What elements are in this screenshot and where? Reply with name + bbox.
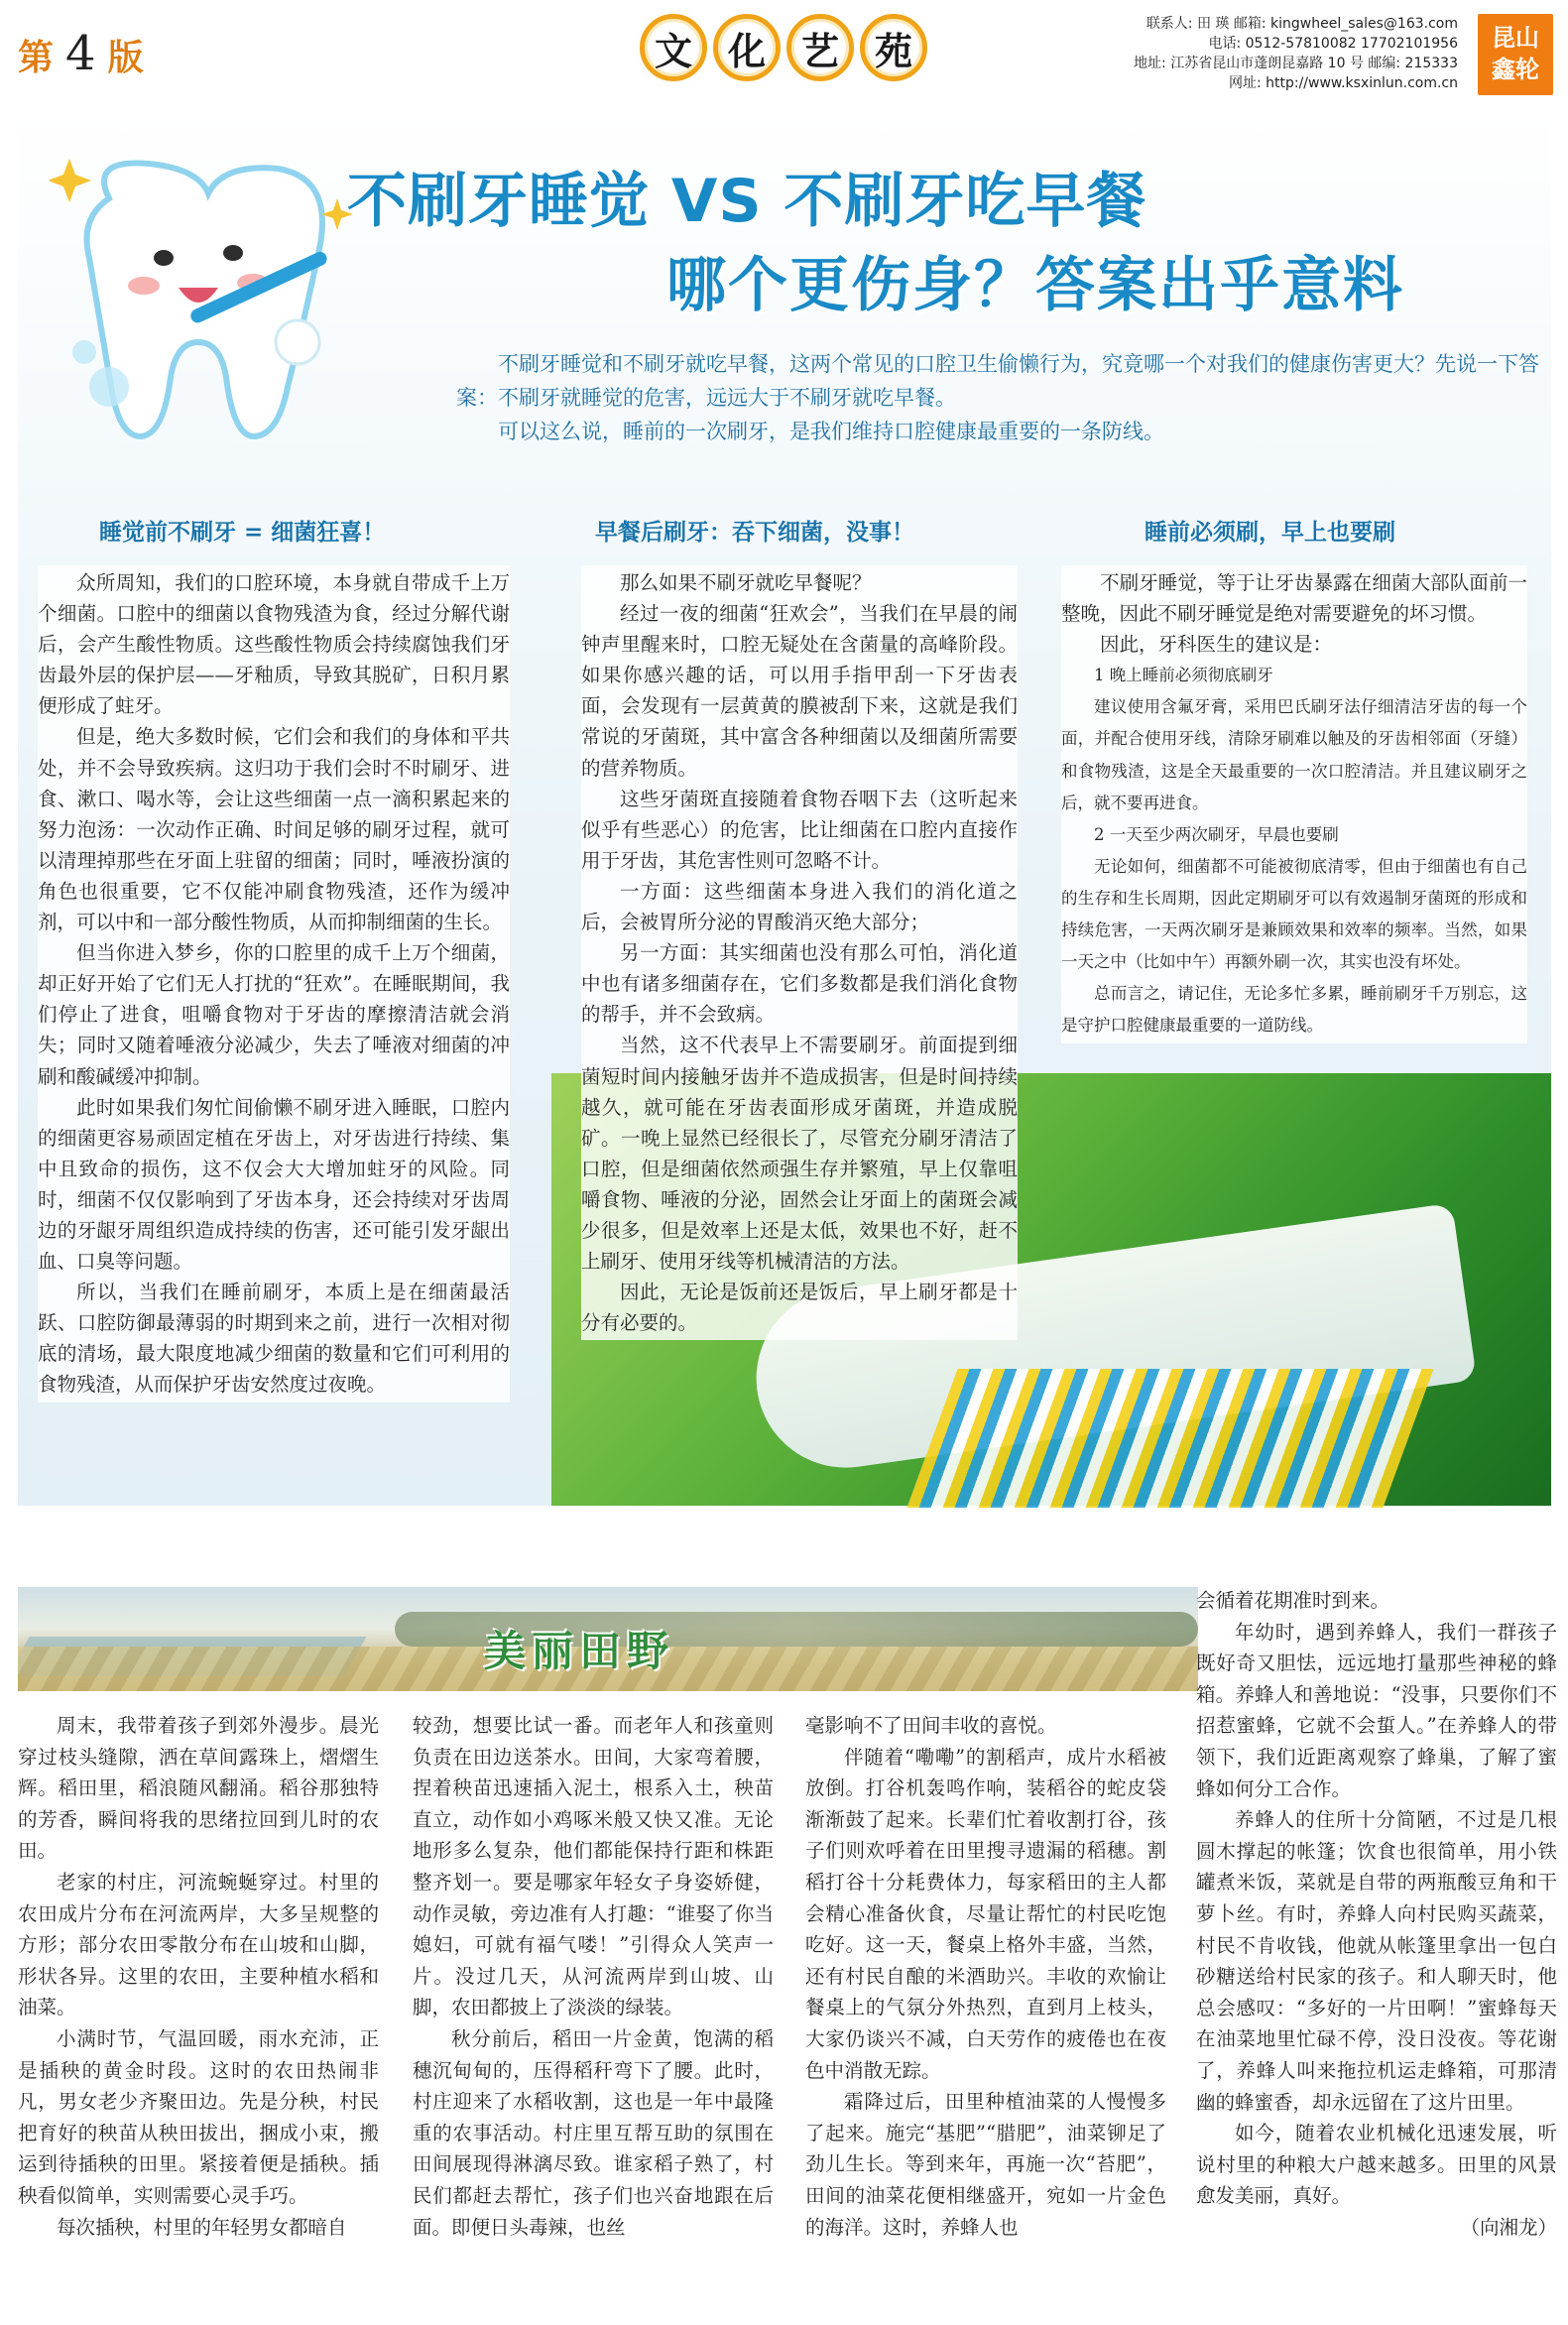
essay-paragraph: 每次插秧，村里的年轻男女都暗自 <box>57 2215 347 2239</box>
body-paragraph: 因此，无论是饭前还是饭后，早上刷牙都是十分有必要的。 <box>581 1281 1018 1335</box>
page-number: 4 <box>65 26 98 81</box>
author-signature: （向湘龙） <box>1460 2215 1557 2239</box>
essay-paragraph: 年幼时，遇到养蜂人，我们一群孩子既好奇又胆怯，远远地打量那些神秘的蜂箱。养蜂人和善地说：“没事，只要你们不招惹蜜蜂，它就不会蜇人。”在养蜂人的带领下，我们近距离观察了蜂巢，了解了蜜蜂如何分工合作。 <box>1196 1620 1557 1800</box>
tip-paragraph: 总而言之，请记住，无论多忙多累，睡前刷牙千万别忘，这是守护口腔健康最重要的一道防线。 <box>1061 984 1527 1036</box>
page-label-prefix: 第 <box>18 37 57 78</box>
tip-heading: 2 一天至少两次刷牙，早晨也要刷 <box>1094 824 1339 844</box>
essay-paragraph: 秋分前后，稻田一片金黄，饱满的稻穗沉甸甸的，压得稻秆弯下了腰。此时，村庄迎来了水稻收割，这也是一年中最隆重的农事活动。村庄里互帮互助的氛围在田间展现得淋漓尽致。谁家稻子熟了，村民们都赶去帮忙，孩子们也兴奋地跟在后面。即便日头毒辣，也丝 <box>413 2026 774 2239</box>
tip-paragraph: 建议使用含氟牙膏，采用巴氏刷牙法仔细清洁牙齿的每一个面，并配合使用牙线，清除牙刷难以触及的牙齿相邻面（牙缝）和食物残渣，这是全天最重要的一次口腔清洁。并且建议刷牙之后，就不要再进食。 <box>1061 697 1527 812</box>
brand-logo <box>1478 14 1553 95</box>
essay-paragraph: 如今，随着农业机械化迅速发展，听说村里的种粮大户越来越多。田里的风景愈发美丽，真好。 <box>1196 2122 1557 2208</box>
tip-heading: 1 晚上睡前必须彻底刷牙 <box>1094 666 1273 685</box>
body-paragraph: 但是，绝大多数时候，它们会和我们的身体和平共处，并不会导致疾病。这归功于我们会时不时刷牙、进食、漱口、喝水等，会让这些细菌一点一滴积累起来的努力泡汤：一次动作正确、时间足够的刷牙过程，就可以清理掉那些在牙面上驻留的细菌；同时，唾液扮演的角色也很重要，它不仅能冲刷食物残渣，还作为缓冲剂，可以中和一部分酸性物质，从而抑制细菌的生长。 <box>38 725 510 934</box>
body-paragraph: 此时如果我们匆忙间偷懒不刷牙进入睡眠，口腔内的细菌更容易顽固定植在牙齿上，对牙齿进行持续、集中且致命的损伤，这不仅会大大增加蛀牙的风险。同时，细菌不仅仅影响到了牙齿本身，还会持续对牙齿周边的牙龈牙周组织造成持续的伤害，还可能引发牙龈出血、口臭等问题。 <box>38 1095 510 1274</box>
body-paragraph: 因此，牙科医生的建议是： <box>1100 633 1333 657</box>
section-heading: 早餐后刷牙：吞下细菌，没事！ <box>595 519 914 546</box>
essay-paragraph: 伴随着“嘞嘞”的割稻声，成片水稻被放倒。打谷机轰鸣作响，装稻谷的蛇皮袋渐渐鼓了起来。长辈们忙着收割打谷，孩子们则欢呼着在田里搜寻遗漏的稻穗。割稻打谷十分耗费体力，每家稻田的主人都会精心准备伙食，尽量让帮忙的村民吃饱吃好。这一天，餐桌上格外丰盛，当然，还有村民自酿的米酒助兴。丰收的欢愉让餐桌上的气氛分外热烈，直到月上枝头，大家仍谈兴不减，白天劳作的疲倦也在夜色中消散无踪。 <box>805 1745 1166 2082</box>
article-column-1 <box>38 565 510 1403</box>
body-paragraph: 不刷牙睡觉，等于让牙齿暴露在细菌大部队面前一整晚，因此不刷牙睡觉是绝对需要避免的坏习惯。 <box>1061 571 1527 626</box>
body-paragraph: 这些牙菌斑直接随着食物吞咽下去（这听起来似乎有些恶心）的危害，比让细菌在口腔内直接作用于牙齿，其危害性则可忽略不计。 <box>581 787 1018 872</box>
body-paragraph: 所以，当我们在睡前刷牙，本质上是在细菌最活跃、口腔防御最薄弱的时期到来之前，进行一次相对彻底的清场，最大限度地减少细菌的数量和它们可利用的食物残渣，从而保护牙齿安然度过夜晚。 <box>38 1281 510 1397</box>
tip-paragraph: 无论如何，细菌都不可能被彻底清零，但由于细菌也有自己的生存和生长周期，因此定期刷牙可以有效遏制牙菌斑的形成和持续危害，一天两次刷牙是兼顾效果和效率的频率。当然，如果一天之中（比如中午）再额外刷一次，其实也没有坏处。 <box>1061 856 1527 972</box>
essay-column-3 <box>805 1710 1166 2243</box>
section-title-badges <box>640 14 927 81</box>
body-paragraph: 一方面：这些细菌本身进入我们的消化道之后，会被胃所分泌的胃酸消灭绝大部分； <box>581 879 1018 934</box>
essay-paragraph: 会循着花期准时到来。 <box>1196 1589 1390 1612</box>
body-paragraph: 但当你进入梦乡，你的口腔里的成千上万个细菌，却正好开始了它们无人打扰的“狂欢”。在睡眠期间，我们停止了进食，咀嚼食物对于牙齿的摩擦清洁就会消失；同时又随着唾液分泌减少，失去了唾液对细菌的冲刷和酸碱缓冲抑制。 <box>38 941 510 1088</box>
essay-paragraph: 较劲，想要比试一番。而老年人和孩童则负责在田边送茶水。田间，大家弯着腰，捏着秧苗迅速插入泥土，根系入土，秧苗直立，动作如小鸡啄米般又快又准。无论地形多么复杂，他们都能保持行距和株距整齐划一。要是哪家年轻女子身姿娇健，动作灵敏，旁边准有人打趣：“谁娶了你当媳妇，可就有福气喽！”引得众人笑声一片。没过几天，从河流两岸到山坡、山脚，农田都披上了淡淡的绿装。 <box>413 1714 774 2019</box>
toothbrush-bristles-illustration <box>907 1369 1434 1508</box>
section-title-char: 艺 <box>786 14 854 81</box>
intro-paragraph: 可以这么说，睡前的一次刷牙，是我们维持口腔健康最重要的一条防线。 <box>498 420 1164 443</box>
article-title-line1: 不刷牙睡觉 VS 不刷牙吃早餐 <box>347 167 1147 236</box>
contact-info <box>1022 14 1458 93</box>
essay-column-1 <box>18 1710 379 2243</box>
page-label-suffix: 版 <box>107 37 146 78</box>
body-paragraph: 当然，这不代表早上不需要刷牙。前面提到细菌短时间内接触牙齿并不造成损害，但是时间持续越久，就可能在牙齿表面形成牙菌斑，并造成脱矿。一晚上显然已经很长了，尽管充分刷牙清洁了口腔，但是细菌依然顽强生存并繁殖，早上仅靠咀嚼食物、唾液的分泌，固然会让牙面上的菌斑会减少很多，但是效率上还是太低，效果也不好，赶不上刷牙、使用牙线等机械清洁的方法。 <box>581 1034 1018 1274</box>
essay-column-2 <box>413 1710 774 2243</box>
body-paragraph: 经过一夜的细菌“狂欢会”，当我们在早晨的闹钟声里醒来时，口腔无疑处在含菌量的高峰阶段。如果你感兴趣的话，可以用手指甲刮一下牙齿表面，会发现有一层黄黄的膜被刮下来，这就是我们常说的牙菌斑，其中富含各种细菌以及细菌所需要的营养物质。 <box>581 602 1018 780</box>
contact-line: 网址: http://www.ksxinlun.com.cn <box>1228 75 1458 91</box>
essay-paragraph: 小满时节，气温回暖，雨水充沛，正是插秧的黄金时段。这时的农田热闹非凡，男女老少齐聚田边。先是分秧，村民把育好的秧苗从秧田拔出，捆成小束，搬运到待插秧的田里。紧接着便是插秧。插秧看似简单，实则需要心灵手巧。 <box>18 2026 379 2207</box>
contact-line: 电话: 0512-57810082 17702101956 <box>1208 36 1458 52</box>
essay-title: 美丽田野 <box>484 1627 675 1675</box>
essay-paragraph: 周末，我带着孩子到郊外漫步。晨光穿过枝头缝隙，洒在草间露珠上，熠熠生辉。稻田里，稻浪随风翻涌。稻谷那独特的芳香，瞬间将我的思绪拉回到儿时的农田。 <box>18 1714 379 1863</box>
article-intro <box>456 347 1547 448</box>
brand-line: 鑫轮 <box>1492 55 1539 83</box>
article-column-3 <box>1061 565 1527 1043</box>
section-title-char: 化 <box>713 14 781 81</box>
essay-paragraph: 毫影响不了田间丰收的喜悦。 <box>805 1714 1057 1737</box>
section-heading: 睡前必须刷，早上也要刷 <box>1145 519 1395 546</box>
contact-line: 联系人: 田 瑛 邮箱: kingwheel_sales@163.com <box>1146 16 1458 32</box>
article-title-line2: 哪个更伤身？答案出乎意料 <box>666 251 1404 320</box>
body-paragraph: 众所周知，我们的口腔环境，本身就自带成千上万个细菌。口腔中的细菌以食物残渣为食，经过分解代谢后，会产生酸性物质。这些酸性物质会持续腐蚀我们牙齿最外层的保护层——牙釉质，导致其脱矿，日积月累便形成了蛀牙。 <box>38 571 510 718</box>
body-paragraph: 那么如果不刷牙就吃早餐呢？ <box>620 571 872 594</box>
page-number-label <box>18 26 146 81</box>
essay-paragraph: 霜降过后，田里种植油菜的人慢慢多了起来。施完“基肥”“腊肥”，油菜铆足了劲儿生长。等到来年，再施一次“苔肥”，田间的油菜花便相继盛开，宛如一片金色的海洋。这时，养蜂人也 <box>805 2090 1166 2239</box>
contact-line: 地址: 江苏省昆山市蓬朗昆嘉路 10 号 邮编: 215333 <box>1134 56 1458 71</box>
section-heading: 睡觉前不刷牙 = 细菌狂喜！ <box>99 519 386 546</box>
body-paragraph: 另一方面：其实细菌也没有那么可怕，消化道中也有诸多细菌存在，它们多数都是我们消化食物的帮手，并不会致病。 <box>581 941 1018 1027</box>
essay-column-4 <box>1196 1585 1557 2243</box>
section-title-char: 文 <box>640 14 707 81</box>
essay-paragraph: 养蜂人的住所十分简陋，不过是几根圆木撑起的帐篷；饮食也很简单，用小铁罐煮米饭，菜就是自带的两瓶酸豆角和干萝卜丝。有时，养蜂人向村民购买蔬菜，村民不肯收钱，他就从帐篷里拿出一包白砂糖送给村民家的孩子。和人聊天时，他总会感叹：“多好的一片田啊！”蜜蜂每天在油菜地里忙碌不停，没日没夜。等花谢了，养蜂人叫来拖拉机运走蜂箱，可那清幽的蜂蜜香，却永远留在了这片田里。 <box>1196 1808 1557 2114</box>
tooth-mascot-icon <box>50 139 357 466</box>
essay-paragraph: 老家的村庄，河流蜿蜒穿过。村里的农田成片分布在河流两岸，大多呈规整的方形；部分农田零散分布在山坡和山脚，形状各异。这里的农田，主要种植水稻和油菜。 <box>18 1870 379 2019</box>
brand-line: 昆山 <box>1492 23 1539 52</box>
section-title-char: 苑 <box>860 14 927 81</box>
intro-paragraph: 不刷牙睡觉和不刷牙就吃早餐，这两个常见的口腔卫生偷懒行为，究竟哪一个对我们的健康伤害更大？先说一下答案：不刷牙就睡觉的危害，远远大于不刷牙就吃早餐。 <box>456 352 1539 410</box>
article-column-2 <box>581 565 1018 1340</box>
